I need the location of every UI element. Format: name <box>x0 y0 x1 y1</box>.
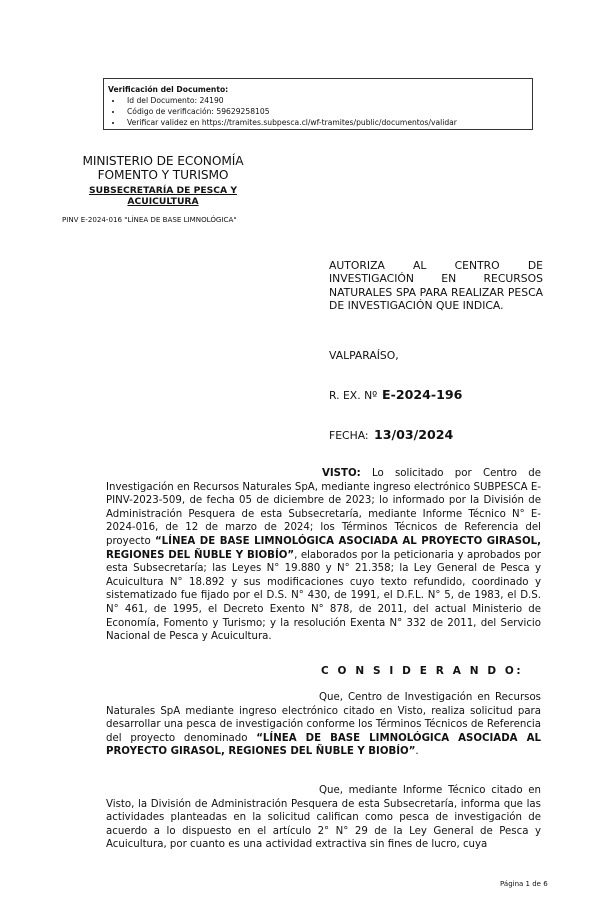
visto-project-title: “LÍNEA DE BASE LIMNOLÓGICA ASOCIADA AL PROYECTO GIRASOL, REGIONES DEL ÑUBLE Y BIOBÍO” <box>106 535 541 561</box>
considerando-p1-end: . <box>415 746 419 758</box>
document-id: • Id del Documento: 24190 <box>123 95 532 106</box>
subsecretaria-name: SUBSECRETARÍA DE PESCA Y ACUICULTURA <box>89 185 237 207</box>
considerando-p1-project: “LÍNEA DE BASE LIMNOLÓGICA ASOCIADA AL PROYECTO GIRASOL, REGIONES DEL ÑUBLE Y BIOBÍO” <box>106 732 541 758</box>
considerando-p1-text: Que, Centro de Investigación en Recursos Naturales SpA mediante ingreso electrónico citado en Visto, realiza solicitud para desarrollar una pesca de investigación conforme los Términos Técnicos de Referencia del proyecto denominado <box>106 692 541 744</box>
date-label: FECHA: <box>329 429 369 442</box>
considerando-heading: C O N S I D E R A N D O: <box>321 665 524 677</box>
place: VALPARAÍSO, <box>329 349 399 362</box>
verification-list <box>108 95 532 128</box>
date-value: 13/03/2024 <box>374 427 454 442</box>
verification-code: • Código de verificación: 59629258105 <box>123 106 532 117</box>
ministry-line-2: FOMENTO Y TURISMO <box>97 168 229 182</box>
verification-title: Verificación del Documento: <box>108 85 229 94</box>
resolution-number: E-2024-196 <box>382 387 463 402</box>
visto-heading: VISTO: <box>322 468 361 479</box>
ministry-line-1: MINISTERIO DE ECONOMÍA <box>82 154 244 168</box>
verification-url[interactable]: • Verificar validez en https://tramites.subpesca.cl/wf-tramites/public/documentos/validar <box>123 117 532 128</box>
ministry-name <box>68 154 258 182</box>
resolution-label: R. EX. Nº <box>329 389 378 402</box>
considerando-paragraph-2: Que, mediante Informe Técnico citado en Visto, la División de Administración Pesquera de esta Subsecretaría, informa que las actividades planteadas en la solicitud califican como pesca de investigación de acuerdo a lo dispuesto en el artículo 2° N° 29 de la Ley General de Pesca y Acuicultura, por cuanto es una actividad extractiva sin fines de lucro, cuya <box>106 785 541 851</box>
visto-text-1: Lo solicitado por Centro de Investigación en Recursos Naturales SpA, mediante ingreso electrónico SUBPESCA E-PINV-2023-509, de fecha 05 de diciembre de 2023; lo informado por la División de Administración Pesquera de esta Subsecretaría, mediante Informe Técnico N° E-2024-016, de 12 de marzo de 2024; los Términos Técnicos de Referencia del proyecto <box>106 468 541 547</box>
considerando-paragraph-1 <box>106 691 541 759</box>
resolution-summary: AUTORIZA AL CENTRO DE INVESTIGACIÓN EN RECURSOS NATURALES SPA PARA REALIZAR PESCA DE INVESTIGACIÓN QUE INDICA. <box>329 259 543 312</box>
pinv-reference: PINV E-2024-016 "LÍNEA DE BASE LIMNOLÓGICA" <box>62 215 237 224</box>
verification-box <box>103 78 533 130</box>
page-number: Página 1 de 6 <box>500 880 548 888</box>
visto-paragraph <box>106 467 541 644</box>
visto-text-2: , elaborados por la peticionaria y aprobados por esta Subsecretaría; las Leyes N° 19.880 y N° 21.358; la Ley General de Pesca y Acuicultura N° 18.892 y sus modificaciones cuyo texto refundido, coordinado y sistematizado fue fijado por el D.S. N° 430, de 1991, el D.F.L. N° 5, de 1983, el D.S. N° 461, de 1995, el Decreto Exento N° 878, de 2011, del actual Ministerio de Economía, Fomento y Turismo; y la resolución Exenta N° 332 de 2011, del Servicio Nacional de Pesca y Acuicultura. <box>106 549 541 643</box>
